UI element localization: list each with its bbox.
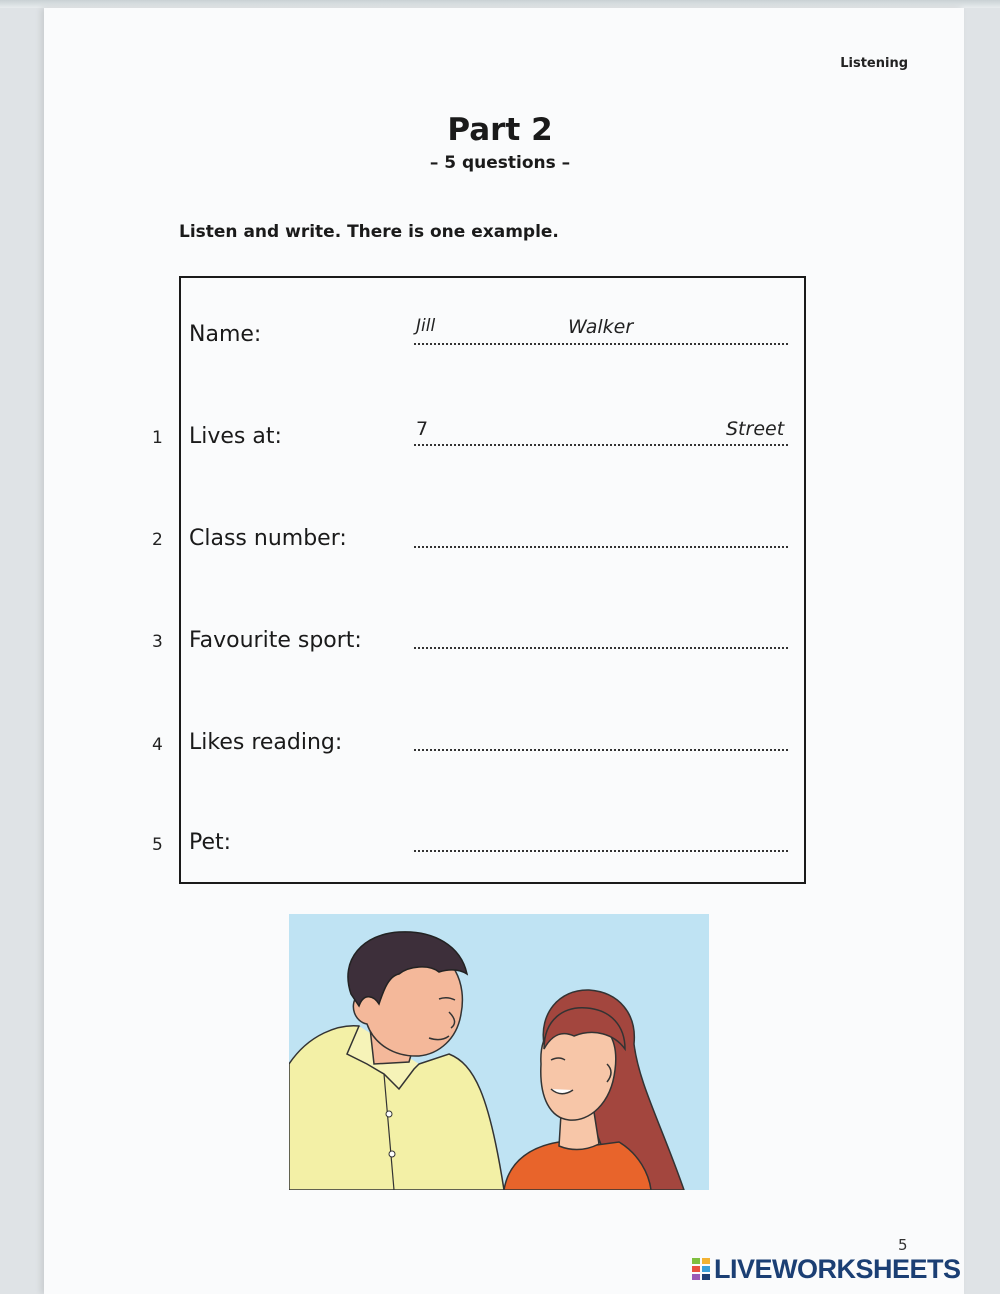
answer-line-2[interactable] <box>414 546 788 548</box>
question-label-5: Pet: <box>189 830 232 855</box>
lives-at-prefill-end: Street <box>726 418 785 440</box>
question-number-5: 5 <box>152 835 163 855</box>
scan-top-edge <box>0 0 1000 8</box>
answer-line-4[interactable] <box>414 749 788 751</box>
question-number-1: 1 <box>152 428 163 448</box>
answer-line-5[interactable] <box>414 850 788 852</box>
page-number: 5 <box>898 1236 908 1254</box>
lives-at-prefill-start: 7 <box>416 418 429 440</box>
question-number-4: 4 <box>152 735 163 755</box>
answer-line-3[interactable] <box>414 647 788 649</box>
question-label-4: Likes reading: <box>189 730 343 755</box>
question-label-3: Favourite sport: <box>189 628 362 653</box>
section-label: Listening <box>840 56 908 71</box>
name-label: Name: <box>189 322 262 347</box>
answer-line-1[interactable] <box>414 444 788 446</box>
question-label-1: Lives at: <box>189 424 282 449</box>
instruction-text: Listen and write. There is one example. <box>179 222 559 242</box>
part-subtitle: – 5 questions – <box>429 153 571 173</box>
man-and-girl-illustration <box>289 914 709 1190</box>
example-answer-first: Jill <box>416 316 436 336</box>
question-label-2: Class number: <box>189 526 347 551</box>
grid-logo-icon <box>692 1258 710 1280</box>
part-title: Part 2 <box>447 112 553 148</box>
example-answer-line <box>414 343 788 345</box>
example-answer-last: Walker <box>568 316 634 338</box>
answer-form-box <box>179 276 806 884</box>
question-number-2: 2 <box>152 530 163 550</box>
brand-name: LIVEWORKSHEETS <box>714 1253 961 1284</box>
question-number-3: 3 <box>152 632 163 652</box>
liveworksheets-logo[interactable] <box>692 1254 961 1284</box>
